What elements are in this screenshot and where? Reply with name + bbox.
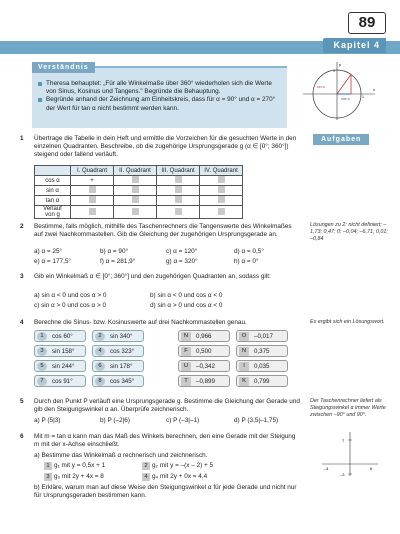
table-cell	[114, 176, 157, 186]
tile: 6 sin 178°	[92, 360, 144, 372]
option: h) α = 0°	[234, 258, 259, 265]
task-text: Gib ein Winkelmaß α ∈ [0°; 360°] und den zugehörigen Quadranten an, sodass gilt:	[34, 273, 271, 280]
task-number: 2	[20, 223, 24, 230]
task-number: 6	[20, 433, 24, 440]
tile: 4 cos 323°	[92, 345, 144, 357]
one-x-label: 1	[362, 95, 364, 99]
letter-tile: I 0,035	[236, 360, 288, 372]
graph-x-left: –4	[324, 466, 329, 471]
row-label: cos α	[35, 176, 71, 186]
option: g) α = 320°	[166, 258, 198, 265]
task-number: 3	[20, 273, 24, 280]
task-6a: a) Bestimme das Winkelmaß α rechnerisch und zeichnerisch.	[34, 452, 208, 459]
task-text: Übertrage die Tabelle in dein Heft und ermittle die Vorzeichen für die gesuchten Werte in den einzelnen Quadranten. Beschreibe, ob die zugehörige Ursprungsgerade g (α ∈ [0°; 360°]) steigend oder fallend verläuft.	[34, 135, 297, 159]
table-cell	[157, 186, 200, 196]
table-cell	[71, 186, 114, 196]
option: c) α = 120°	[166, 248, 198, 255]
side-note-4: Es ergibt sich ein Lösungswort.	[310, 319, 385, 325]
equation: 3 g₃ mit 2y + 4x = 8	[44, 473, 104, 481]
task-3	[20, 273, 300, 281]
chapter-label: Kapitel 4	[323, 38, 386, 53]
option: b) P (–2|6)	[100, 417, 130, 424]
table-cell	[157, 206, 200, 219]
tile: 7 cos 91°	[34, 375, 86, 387]
equation: 4 g₄ mit 2y + 0x = 4,4	[142, 473, 207, 481]
side-note-2: Lösungen zu 2: nicht definiert; –1,73; 0,47; 0; –0,04; –6,71; 0,01; –0,84	[310, 222, 388, 242]
table-cell	[157, 176, 200, 186]
tile: 5 sin 244°	[34, 360, 86, 372]
row-label: Verlauf von g	[35, 206, 71, 219]
graph-x-right: 6	[370, 466, 373, 471]
tile: 8 cos 345°	[92, 375, 144, 387]
option: b) α = 90°	[100, 248, 129, 255]
one-y-label: 1	[333, 69, 335, 73]
equation: 2 g₂ mit y = –(x – 2) + 5	[142, 462, 213, 470]
table-cell	[114, 186, 157, 196]
task-text: Berechne die Sinus- bzw. Kosinuswerte auf drei Nachkommastellen genau.	[34, 319, 247, 326]
tile: 1 cos 60°	[34, 330, 86, 342]
option: a) P (5|3)	[34, 417, 61, 424]
equation: 1 g₁ mit y = 0,5x + 1	[44, 462, 105, 470]
task-5	[20, 398, 300, 414]
table-header: III. Quadrant	[157, 166, 200, 176]
task-4	[20, 319, 300, 327]
sign-table	[34, 165, 243, 219]
letter-tile: N 0,966	[178, 330, 230, 342]
option: d) P (3,5|–1,75)	[234, 417, 279, 424]
letter-tile: T –0,899	[178, 375, 230, 387]
unit-circle-figure	[297, 60, 379, 122]
sin-label: sin α	[317, 85, 325, 89]
option: d) sin α > 0 und cos α < 0	[150, 302, 223, 309]
table-cell	[157, 196, 200, 206]
table-header: IV. Quadrant	[200, 166, 243, 176]
axis-y-label: y	[339, 62, 341, 67]
table-cell	[114, 206, 157, 219]
option: b) sin α < 0 und cos α < 0	[150, 292, 223, 299]
task-text: Bestimme, falls möglich, mithilfe des Taschenrechners die Tangenswerte des Winkelmaßes auf zwei Nachkommastellen. Gib die Gleichung der zugehörigen Ursprungsgerade an.	[34, 223, 292, 239]
graph-y-low: –3	[340, 472, 345, 477]
verstaendnis-item: Theresa behauptet: „Für alle Winkelmaße über 360° wiederholen sich die Werte von Sinus, Kosinus und Tangens." Begründe die Behauptung.	[38, 80, 281, 96]
row-label: tan α	[35, 196, 71, 206]
letter-tile: O –0,017	[236, 330, 288, 342]
table-cell	[200, 196, 243, 206]
cos-label: cos α	[341, 97, 350, 101]
letter-tile: F 0,500	[178, 345, 230, 357]
table-cell: +	[71, 176, 114, 186]
option: d) α = 0,5°	[234, 248, 264, 255]
task-text: Durch den Punkt P verläuft eine Ursprungsgerade g. Bestimme die Gleichung der Gerade und gib den Steigungswinkel α an. Überprüfe zeichnerisch.	[34, 398, 300, 414]
letter-tile: N 0,375	[236, 345, 288, 357]
table-header: I. Quadrant	[71, 166, 114, 176]
task-number: 1	[20, 135, 24, 142]
page-number: 89	[348, 12, 386, 34]
table-cell	[114, 196, 157, 206]
option: e) α = 177,5°	[34, 258, 71, 265]
graph-y-tick: 7	[342, 438, 345, 443]
task-1	[20, 135, 305, 160]
table-cell	[71, 206, 114, 219]
option: a) α = 25°	[34, 248, 63, 255]
table-cell	[200, 186, 243, 196]
task-number: 5	[20, 398, 24, 405]
table-cell	[200, 176, 243, 186]
table-header: II. Quadrant	[114, 166, 157, 176]
letter-tile: K 0,799	[236, 375, 288, 387]
table-cell	[71, 196, 114, 206]
tile: 2 sin 340°	[92, 330, 144, 342]
task-number: 4	[20, 319, 24, 326]
option: c) P (–3|–1)	[166, 417, 200, 424]
verstaendnis-item: Begründe anhand der Zeichnung am Einheitskreis, dass für α = 90° und α = 270° der Wert für tan α nicht bestimmt werden kann.	[38, 96, 281, 112]
tile: 3 sin 158°	[34, 345, 86, 357]
task-6b: b) Erkläre, warum man auf diese Weise den Steigungswinkel α für jede Gerade und nicht nur für Ursprungsgeraden bestimmen kann.	[34, 484, 297, 500]
table-cell	[200, 206, 243, 219]
aufgaben-label: Aufgaben	[313, 134, 369, 145]
option: c) sin α > 0 und cos α > 0	[34, 302, 107, 309]
letter-tile: U –0,342	[178, 360, 230, 372]
side-note-5: Der Taschenrechner liefert als Steigungswinkel α immer Werte zwischen –90° und 90°.	[310, 398, 386, 418]
task-6	[20, 433, 300, 449]
axis-x-label: x	[373, 87, 375, 92]
option: f) α = 281,9°	[100, 258, 136, 265]
coordinate-graph	[320, 430, 380, 478]
verstaendnis-title: Verständnis	[32, 62, 95, 73]
task-text: Mit m = tan α kann man das Maß des Winkels berechnen, den eine Gerade mit der Steigung m mit der x-Achse einschließt.	[34, 433, 296, 449]
row-label: sin α	[35, 186, 71, 196]
verstaendnis-box	[32, 66, 287, 128]
option: a) sin α < 0 und cos α > 0	[34, 292, 107, 299]
task-2	[20, 223, 300, 239]
table-header	[35, 166, 71, 176]
